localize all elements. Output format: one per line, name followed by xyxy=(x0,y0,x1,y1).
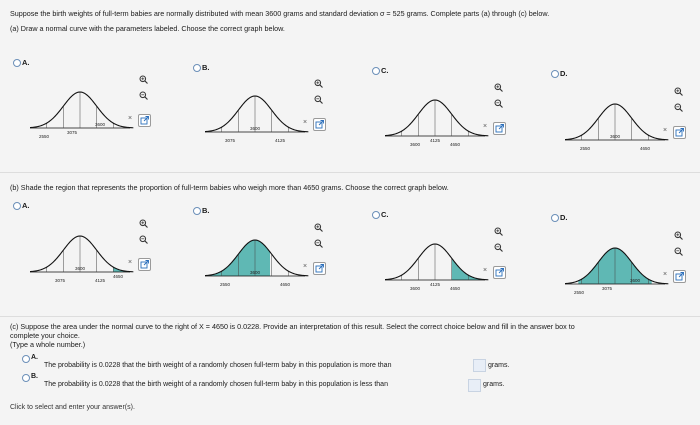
part-a-graph-b[interactable] xyxy=(205,84,349,146)
part-a-option-a-label: A. xyxy=(22,58,30,67)
part-c-choice-b-label: B. xyxy=(31,373,38,380)
tick-label: 3600 xyxy=(409,286,421,291)
normal-curve xyxy=(30,92,133,128)
zoom-in-icon[interactable] xyxy=(313,78,324,89)
part-b-prompt: (b) Shade the region that represents the proportion of full-term babies who weigh more than 4650 grams. Choose the correct graph below. xyxy=(10,183,449,192)
section-divider-2 xyxy=(0,316,700,317)
part-c-choice-a-unit: grams. xyxy=(488,362,510,369)
part-c-prompt-line-3: (Type a whole number.) xyxy=(10,340,86,349)
close-icon[interactable]: × xyxy=(663,127,668,134)
tick-label: 4125 xyxy=(429,282,441,287)
zoom-in-icon[interactable] xyxy=(493,82,504,93)
zoom-in-icon[interactable] xyxy=(673,86,684,97)
zoom-in-icon[interactable] xyxy=(673,230,684,241)
tick-label: 3600 xyxy=(629,278,641,283)
tick-label: 2550 xyxy=(219,282,231,287)
close-icon[interactable]: × xyxy=(303,119,308,126)
part-a-option-b-radio[interactable] xyxy=(193,64,201,72)
part-b-option-c-radio[interactable] xyxy=(372,211,380,219)
part-a-graph-a[interactable] xyxy=(30,80,174,142)
part-c-choice-b-text: The probability is 0.0228 that the birth weight of a randomly chosen full-term baby in this population is less than xyxy=(44,381,388,388)
close-icon[interactable]: × xyxy=(663,271,668,278)
part-c-prompt xyxy=(10,322,575,349)
zoom-in-icon[interactable] xyxy=(313,222,324,233)
part-c-choice-b-unit: grams. xyxy=(483,381,505,388)
tick-label: 4125 xyxy=(94,278,106,283)
tick-label: 3600 xyxy=(609,134,621,139)
tick-label: 3600 xyxy=(74,266,86,271)
open-new-window-icon[interactable] xyxy=(493,266,506,279)
tick-label: 3075 xyxy=(66,130,78,135)
zoom-in-icon[interactable] xyxy=(138,74,149,85)
zoom-out-icon[interactable] xyxy=(313,94,324,105)
tick-label: 3075 xyxy=(601,286,613,291)
zoom-out-icon[interactable] xyxy=(493,242,504,253)
tick-label: 3600 xyxy=(409,142,421,147)
shaded-region xyxy=(205,240,270,276)
part-a-option-c-radio[interactable] xyxy=(372,67,380,75)
part-a-option-a-radio[interactable] xyxy=(13,59,21,67)
tick-label: 2550 xyxy=(573,290,585,295)
part-b-option-b-label: B. xyxy=(202,206,210,215)
part-b-graph-c[interactable] xyxy=(385,232,529,294)
part-b-option-b-radio[interactable] xyxy=(193,207,201,215)
part-a-prompt: (a) Draw a normal curve with the parameters labeled. Choose the correct graph below. xyxy=(10,24,285,33)
part-b-option-c-label: C. xyxy=(381,210,389,219)
tick-label: 2550 xyxy=(38,134,50,139)
part-a-option-d-radio[interactable] xyxy=(551,70,559,78)
tick-label: 3075 xyxy=(54,278,66,283)
part-b-graph-b[interactable] xyxy=(205,228,349,290)
problem-statement: Suppose the birth weights of full-term babies are normally distributed with mean 3600 grams and standard deviation σ = 525 grams. Complete parts (a) through (c) below. xyxy=(10,9,550,18)
open-new-window-icon[interactable] xyxy=(673,270,686,283)
zoom-out-icon[interactable] xyxy=(673,246,684,257)
open-new-window-icon[interactable] xyxy=(493,122,506,135)
part-b-graph-a[interactable] xyxy=(30,224,174,286)
part-b-option-d-radio[interactable] xyxy=(551,214,559,222)
tick-label: 4650 xyxy=(449,286,461,291)
tick-label: 4125 xyxy=(429,138,441,143)
tick-label: 3600 xyxy=(249,126,261,131)
part-c-choice-a-input[interactable] xyxy=(473,359,486,372)
open-new-window-icon[interactable] xyxy=(313,118,326,131)
tick-label: 4650 xyxy=(639,146,651,151)
normal-curve xyxy=(385,100,488,136)
open-new-window-icon[interactable] xyxy=(313,262,326,275)
close-icon[interactable]: × xyxy=(483,267,488,274)
close-icon[interactable]: × xyxy=(303,263,308,270)
tick-label: 3600 xyxy=(94,122,106,127)
zoom-out-icon[interactable] xyxy=(138,90,149,101)
part-c-choice-a-radio[interactable] xyxy=(22,355,30,363)
part-a-option-c-label: C. xyxy=(381,66,389,75)
part-a-graph-c[interactable] xyxy=(385,88,529,150)
part-c-choice-b-radio[interactable] xyxy=(22,374,30,382)
footer-instruction: Click to select and enter your answer(s). xyxy=(10,404,135,411)
open-new-window-icon[interactable] xyxy=(138,114,151,127)
part-c-choice-a-label: A. xyxy=(31,354,38,361)
zoom-out-icon[interactable] xyxy=(673,102,684,113)
normal-curve xyxy=(385,244,488,280)
tick-label: 4650 xyxy=(112,274,124,279)
tick-label: 3075 xyxy=(224,138,236,143)
part-a-option-b-label: B. xyxy=(202,63,210,72)
close-icon[interactable]: × xyxy=(483,123,488,130)
close-icon[interactable]: × xyxy=(128,115,133,122)
tick-label: 4650 xyxy=(449,142,461,147)
section-divider xyxy=(0,172,700,173)
part-b-option-a-radio[interactable] xyxy=(13,202,21,210)
zoom-out-icon[interactable] xyxy=(313,238,324,249)
zoom-out-icon[interactable] xyxy=(138,234,149,245)
part-b-option-a-label: A. xyxy=(22,201,30,210)
part-b-option-d-label: D. xyxy=(560,213,568,222)
tick-label: 4125 xyxy=(274,138,286,143)
part-c-prompt-line-1: (c) Suppose the area under the normal curve to the right of X = 4650 is 0.0228. Provide an interpretation of this result. Select the correct choice below and fill in the answer box to xyxy=(10,322,575,331)
close-icon[interactable]: × xyxy=(128,259,133,266)
part-c-prompt-line-2: complete your choice. xyxy=(10,331,80,340)
part-c-choice-b-input[interactable] xyxy=(468,379,481,392)
zoom-out-icon[interactable] xyxy=(493,98,504,109)
tick-label: 2550 xyxy=(579,146,591,151)
tick-label: 4650 xyxy=(279,282,291,287)
part-c-choice-a-text: The probability is 0.0228 that the birth weight of a randomly chosen full-term baby in this population is more than xyxy=(44,362,392,369)
zoom-in-icon[interactable] xyxy=(138,218,149,229)
open-new-window-icon[interactable] xyxy=(138,258,151,271)
part-a-option-d-label: D. xyxy=(560,69,568,78)
open-new-window-icon[interactable] xyxy=(673,126,686,139)
zoom-in-icon[interactable] xyxy=(493,226,504,237)
tick-label: 3600 xyxy=(249,270,261,275)
